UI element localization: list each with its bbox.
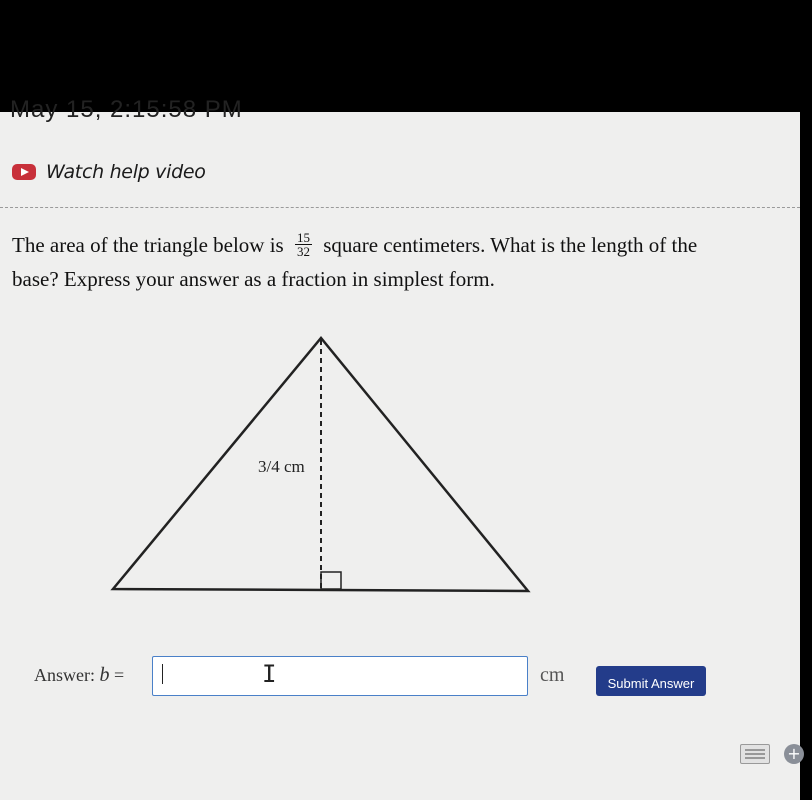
answer-unit: cm [540,664,565,686]
height-label: 3/4 cm [258,457,305,476]
answer-input[interactable] [152,656,528,696]
triangle-figure [0,112,800,712]
question-part-3: base? Express your answer as a fraction in simplest form. [12,267,495,291]
ibeam-cursor-icon: I [262,660,277,688]
fraction-numerator: 15 [296,229,310,245]
right-angle-marker [321,572,341,589]
question-part-1: The area of the triangle below is [12,233,284,257]
help-link-label: Watch help video [46,161,206,183]
answer-label-text: Answer: [34,665,95,685]
text-caret [162,664,163,684]
answer-variable: b [99,664,110,686]
timestamp: May 15, 2:15:58 PM [10,96,243,123]
exercise-screen [0,96,801,800]
submit-answer-button[interactable]: Submit Answer [596,666,706,696]
triangle [113,338,528,591]
fraction-denominator: 32 [296,243,310,259]
question-part-2: square centimeters. What is the length of the [323,233,698,257]
keyboard-icon[interactable] [740,744,770,764]
answer-label [34,664,124,687]
answer-equals: = [114,665,125,685]
plus-circle-icon[interactable]: + [784,744,804,764]
